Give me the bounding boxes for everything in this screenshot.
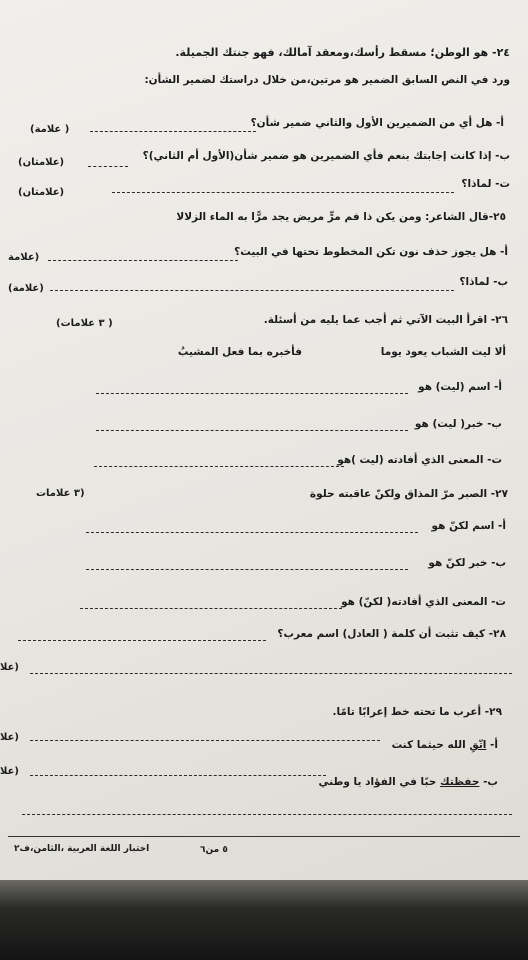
q24-header: [175, 46, 510, 59]
q25-b-answer-line[interactable]: [50, 290, 454, 291]
q26-b-answer-line[interactable]: [96, 430, 408, 431]
q24-a-answer-line[interactable]: [90, 131, 256, 132]
q24-b-question: ب- إذا كانت إجابتك بنعم فأي الضميرين هو ضمير شأن(الأول أم الثاني)؟: [142, 150, 510, 162]
q27-b-question: ب- خبر لكنّ هو: [428, 557, 506, 569]
q24-text: هو الوطن؛ مسقط رأسك،ومعقد آمالك، فهو جنتك الجميلة.: [175, 46, 489, 59]
q25-b-mark: (علامة): [8, 283, 44, 294]
q29-answer-line-3[interactable]: [22, 814, 512, 815]
q26-header: ٢٦- اقرأ البيت الآتي ثم أجب عما يليه من أسئلة.: [263, 314, 508, 326]
page-number: ٥ من٦: [200, 845, 228, 855]
q24-c-answer-line[interactable]: [112, 192, 454, 193]
q29-b-line: [319, 776, 498, 788]
footer-rule: [8, 836, 520, 837]
q25-a-mark: (علامة: [8, 252, 40, 263]
q27-b-answer-line[interactable]: [86, 569, 408, 570]
q24-number: ٢٤-: [491, 46, 510, 59]
photo-background: [0, 880, 528, 960]
q26-c-answer-line[interactable]: [94, 466, 344, 467]
q26-mark: ( ٣ علامات): [56, 318, 113, 329]
q28-answer-line-1[interactable]: [18, 640, 266, 641]
q24-a-question: أ- هل أي من الضميرين الأول والثاني ضمير شأن؟: [250, 117, 504, 129]
q25-a-answer-line[interactable]: [48, 260, 238, 261]
q29-a-rest: الله حيثما كنت: [391, 739, 466, 751]
q24-intro: ورد في النص السابق الضمير هو مرتين،من خلال دراستك لضمير الشأن:: [144, 74, 510, 86]
q29-b-answer-line[interactable]: [30, 775, 326, 776]
q29-b-underlined-word: حفظتك: [440, 776, 480, 788]
q27-a-answer-line[interactable]: [86, 532, 418, 533]
q29-a-answer-line[interactable]: [30, 740, 380, 741]
q29-b-label: ب-: [483, 776, 498, 788]
q29-header: ٢٩- أعرب ما تحته خط إعرابًا تامًا.: [332, 706, 502, 718]
q26-a-question: أ- اسم (ليت) هو: [418, 381, 502, 393]
q25-header: ٢٥-قال الشاعر: ومن يكن ذا فم مرٍّ مريض يجد مرًّا به الماء الزلالا: [176, 211, 506, 223]
q26-verse-second: فأخبره بما فعل المشيبُ: [177, 346, 302, 358]
q26-c-question: ت- المعنى الذي أفادته (ليت )هو: [337, 454, 502, 466]
q25-a-question: أ- هل يجوز حذف نون تكن المخطوط تحتها في البيت؟: [234, 246, 508, 258]
q24-a-mark: ( علامة): [30, 124, 70, 135]
q29-b-rest: حبًا في الفؤاد يا وطني: [318, 776, 437, 788]
q29-a-line: [392, 739, 498, 751]
q29-b-mark: (علا: [0, 766, 19, 777]
q26-a-answer-line[interactable]: [96, 393, 408, 394]
q25-b-question: ب- لماذا؟: [459, 276, 508, 288]
q26-verse-first: ألا ليت الشباب يعود يوما: [380, 346, 506, 358]
exam-title: اختبار اللغة العربية ،الثامن،ف٢: [14, 844, 150, 854]
q28-header: ٢٨- كيف تثبت أن كلمة ( العادل) اسم معرب؟: [277, 628, 506, 640]
q26-b-question: ب- خبر( ليت) هو: [414, 418, 502, 430]
q28-mark: (علا: [0, 662, 19, 673]
q24-c-question: ت- لماذا؟: [461, 178, 510, 190]
q24-b-answer-line[interactable]: [88, 166, 128, 167]
q27-a-question: أ- اسم لكنّ هو: [431, 520, 506, 532]
q27-header: ٢٧- الصبر مرّ المذاق ولكنّ عاقبته حلوة: [309, 488, 508, 500]
q27-mark: (٣ علامات: [36, 488, 85, 499]
q24-b-mark: (علامتان): [18, 157, 65, 168]
q24-c-mark: (علامتان): [18, 187, 65, 198]
q27-c-question: ت- المعنى الذي أفادته( لكنّ) هو: [341, 596, 506, 608]
q29-a-underlined-word: اتّقِ: [469, 739, 487, 751]
q28-answer-line-2[interactable]: [30, 673, 512, 674]
q29-a-mark: (علا: [0, 732, 19, 743]
q29-a-label: أ-: [490, 739, 498, 751]
q27-c-answer-line[interactable]: [80, 608, 342, 609]
